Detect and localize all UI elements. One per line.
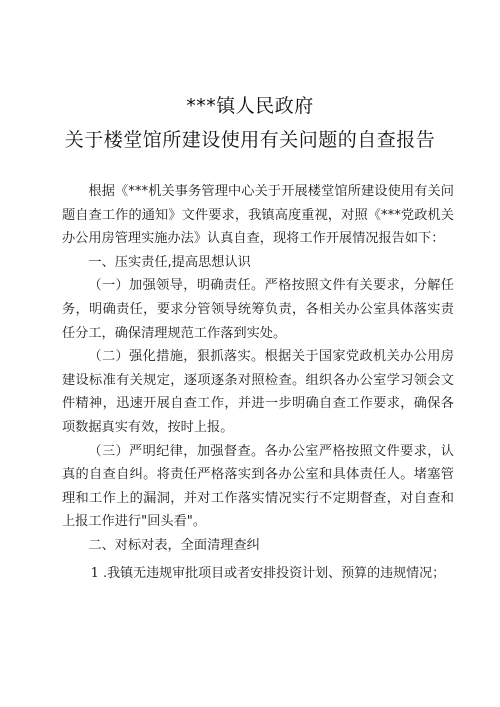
- intro-paragraph: 根据《***机关事务管理中心关于开展楼堂馆所建设使用有关问题自查工作的通知》文件要求，我镇高度重视，对照《***党政机关办公用房管理实施办法》认真自查，现将工作开展情况报告如下：: [62, 184, 454, 247]
- document-title-line1: ***镇人民政府: [186, 95, 314, 117]
- document-body: [62, 180, 454, 585]
- paragraph-item-1: （一）加强领导，明确责任。严格按照文件有关要求，分解任务，明确责任，要求分管领导统筹负责，各相关办公室具体落实责任分工，确保清理规范工作落到实处。: [62, 278, 454, 341]
- section-heading-1: 一、压实责任,提高思想认识: [88, 254, 251, 270]
- paragraph-item-2: （二）强化措施，狠抓落实。根据关于国家党政机关办公用房建设标准有关规定，逐项逐条对照检查。组织各办公室学习领会文件精神，迅速开展自查工作，并进一步明确自查工作要求，确保各项数据真实有效，按时上报。: [62, 349, 454, 435]
- document-title-line2: 关于楼堂馆所建设使用有关问题的自查报告: [64, 129, 436, 151]
- numbered-item-1: 1 .我镇无违规审批项目或者安排投资计划、预算的违规情况；: [90, 565, 446, 581]
- section-heading-2: 二、对标对表，全面清理查纠: [88, 537, 260, 553]
- paragraph-item-3: （三）严明纪律，加强督查。各办公室严格按照文件要求，认真的自查自纠。将责任严格落实到各办公室和具体责任人。堵塞管理和工作上的漏洞，并对工作落实情况实行不定期督查，对自查和上报工作进行"回头看"。: [62, 443, 454, 530]
